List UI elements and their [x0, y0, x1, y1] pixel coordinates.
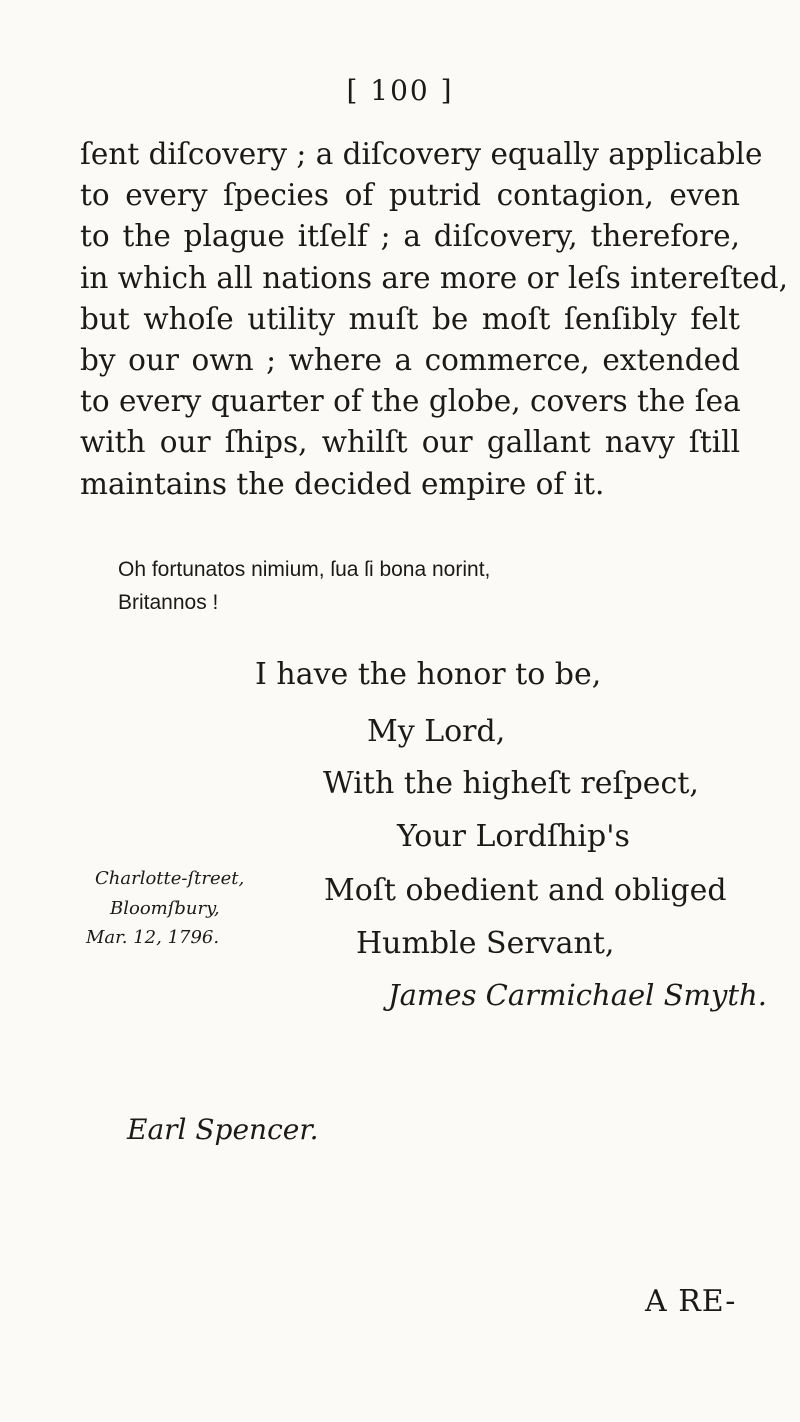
latin-quotation	[118, 553, 718, 619]
body-line: maintains the decided empire of it.	[80, 466, 605, 501]
body-line: in which all nations are more or leſs intereſted,	[80, 260, 788, 295]
catchword: A RE-	[645, 1284, 737, 1319]
body-line: by our own ; where a commerce, extended	[80, 343, 740, 378]
body-line: to the plague itſelf ; a diſcovery, therefore,	[80, 219, 740, 254]
signature: James Carmichael Smyth.	[388, 978, 767, 1012]
body-line: but whoſe utility muſt be moſt ſenſibly felt	[80, 301, 740, 336]
closing-line: With the higheſt reſpect,	[323, 766, 699, 801]
quote-line: Oh fortunatos nimium, ſua ſi bona norint,	[118, 558, 491, 581]
body-line: to every ſpecies of putrid contagion, even	[80, 178, 740, 213]
body-paragraph	[80, 134, 788, 505]
address-line: Bloomſbury,	[110, 898, 220, 919]
closing-line: Moſt obedient and obliged	[324, 873, 727, 908]
body-line: to every quarter of the globe, covers the ſea	[80, 384, 741, 419]
address-line: Charlotte-ſtreet,	[95, 868, 245, 889]
closing-line: My Lord,	[367, 714, 506, 749]
body-line: ſent diſcovery ; a diſcovery equally applicable	[80, 137, 763, 171]
closing-line: Humble Servant,	[356, 926, 615, 961]
recipient: Earl Spencer.	[127, 1113, 319, 1146]
closing-line: I have the honor to be,	[255, 657, 602, 692]
quote-line: Britannos !	[118, 591, 219, 614]
address-line: Mar. 12, 1796.	[86, 927, 220, 948]
body-line: with our ſhips, whilſt our gallant navy ſtill	[80, 425, 740, 460]
page-number: [ 100 ]	[346, 74, 454, 107]
closing-line: Your Lordſhip's	[397, 819, 630, 854]
